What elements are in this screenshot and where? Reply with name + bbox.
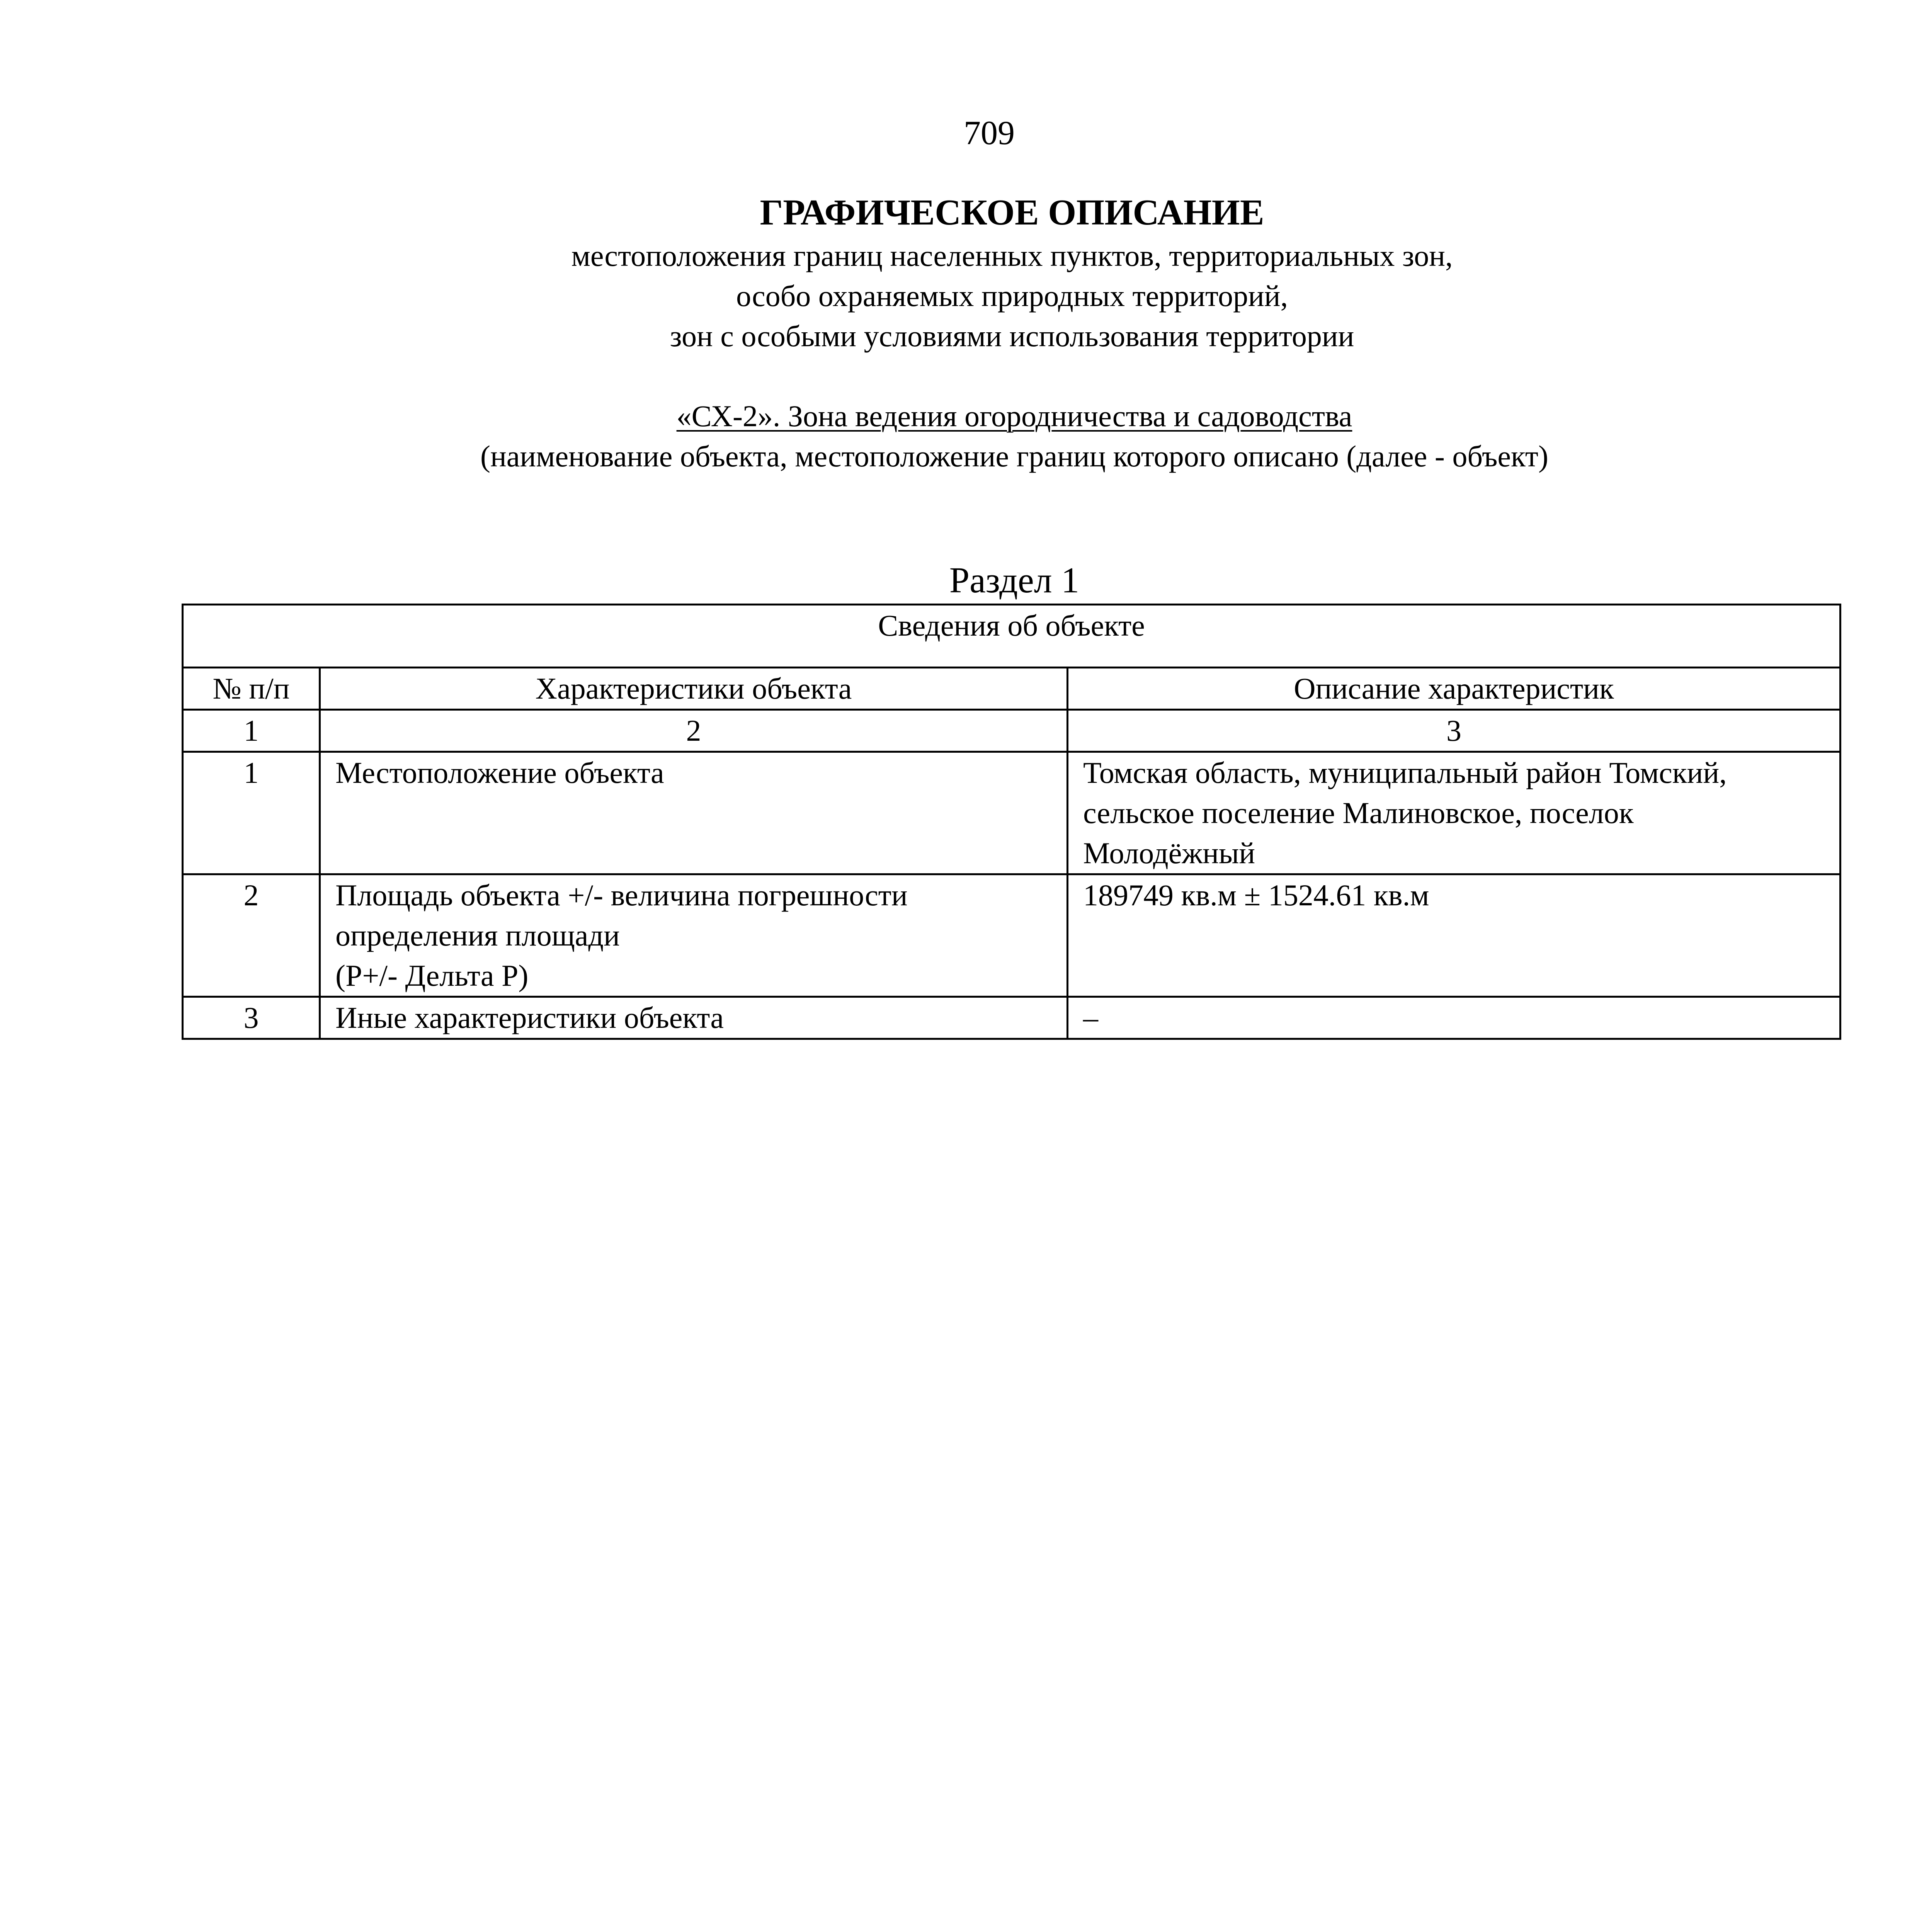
table-row xyxy=(183,752,1840,874)
column-header-characteristic: Характеристики объекта xyxy=(320,668,1068,710)
description-cell xyxy=(1068,997,1840,1039)
characteristic-line: Местоположение объекта xyxy=(335,756,664,789)
subtitle-line: особо охраняемых природных территорий, xyxy=(736,279,1288,313)
table-header-row xyxy=(183,668,1840,710)
description-line: Томская область, муниципальный район Томский, xyxy=(1083,756,1727,789)
row-number: 3 xyxy=(183,997,320,1039)
subtitle-line: зон с особыми условиями использования территории xyxy=(670,319,1354,353)
table-row xyxy=(183,874,1840,997)
column-index: 3 xyxy=(1068,710,1840,752)
row-number: 1 xyxy=(183,752,320,874)
table-row xyxy=(183,997,1840,1039)
object-block xyxy=(0,396,1917,476)
description-cell xyxy=(1068,752,1840,874)
column-header-description: Описание характеристик xyxy=(1068,668,1840,710)
column-index: 2 xyxy=(320,710,1068,752)
description-line: сельское поселение Малиновское, поселок xyxy=(1083,796,1634,830)
column-index: 1 xyxy=(183,710,320,752)
row-number: 2 xyxy=(183,874,320,997)
section-label: Раздел 1 xyxy=(949,560,1080,600)
characteristic-line: определения площади xyxy=(335,918,620,952)
subtitle-line: местоположения границ населенных пунктов, территориальных зон, xyxy=(571,239,1453,272)
characteristic-line: Площадь объекта +/- величина погрешности xyxy=(335,878,908,912)
description-line: – xyxy=(1083,1001,1098,1034)
object-name: «СХ-2». Зона ведения огородничества и садоводства xyxy=(676,399,1352,433)
description-cell xyxy=(1068,874,1840,997)
characteristic-cell xyxy=(320,752,1068,874)
table-caption: Сведения об объекте xyxy=(183,605,1840,668)
page-number: 709 xyxy=(964,114,1015,152)
column-header-number: № п/п xyxy=(183,668,320,710)
characteristic-line: (Р+/- Дельта Р) xyxy=(335,959,529,992)
document-title: ГРАФИЧЕСКОЕ ОПИСАНИЕ xyxy=(760,192,1264,233)
object-caption: (наименование объекта, местоположение границ которого описано (далее - объект) xyxy=(480,439,1548,473)
characteristic-cell xyxy=(320,874,1068,997)
characteristic-line: Иные характеристики объекта xyxy=(335,1001,724,1034)
table-caption-row xyxy=(183,605,1840,668)
document-header xyxy=(0,189,1917,356)
description-line: 189749 кв.м ± 1524.61 кв.м xyxy=(1083,878,1429,912)
column-index-row xyxy=(183,710,1840,752)
characteristic-cell xyxy=(320,997,1068,1039)
object-info-table xyxy=(182,604,1841,1040)
description-line: Молодёжный xyxy=(1083,836,1255,870)
